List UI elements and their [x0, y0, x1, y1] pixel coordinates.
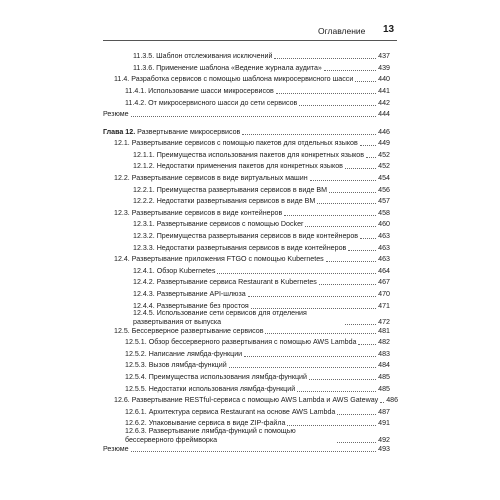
toc-entry-12-3-3[interactable]: 12.3.3. Недостатки развертывания сервисов в виде контейнеров 463: [133, 244, 390, 252]
toc-entry-12-3-1[interactable]: 12.3.1. Развертывание сервисов с помощью Docker 460: [133, 220, 390, 228]
toc-page: 446: [378, 128, 390, 136]
toc-entry-11-4-2[interactable]: 11.4.2. От микросервисного шасси до сети сервисов 442: [125, 99, 390, 107]
toc-page: 441: [378, 87, 390, 95]
chapter-number: Глава 12.: [103, 128, 136, 136]
toc-page: 456: [378, 186, 390, 194]
toc-entry-11-4-1[interactable]: 11.4.1. Использование шасси микросервисов 441: [125, 87, 390, 95]
toc-page: 467: [378, 278, 390, 286]
toc-entry-12-6-1[interactable]: 12.6.1. Архитектура сервиса Restaurant на основе AWS Lambda 487: [125, 408, 390, 416]
toc-entry-12-4-5[interactable]: 12.4.5. Использование сети сервисов для отделения развертывания от выпуска 472: [133, 309, 390, 326]
toc-page: 440: [378, 75, 390, 83]
toc-page: 485: [378, 385, 390, 393]
toc-page: 482: [378, 338, 390, 346]
toc-entry-12-5-5[interactable]: 12.5.5. Недостатки использования лямбда-функций 485: [125, 385, 390, 393]
toc-entry-11-3-5[interactable]: 11.3.5. Шаблон отслеживания исключений 437: [133, 52, 390, 60]
toc-page: 452: [378, 151, 390, 159]
toc-page: 437: [378, 52, 390, 60]
toc-entry-12-4-2[interactable]: 12.4.2. Развертывание сервиса Restaurant в Kubernetes 467: [133, 278, 390, 286]
toc-page: 483: [378, 350, 390, 358]
chapter-title: Развертывание микросервисов: [137, 128, 241, 136]
toc-entry-11-3-6[interactable]: 11.3.6. Применение шаблона «Ведение журнала аудита» 439: [133, 64, 390, 72]
toc-page: 492: [378, 436, 390, 444]
toc-entry-chapter-12[interactable]: [103, 126, 390, 137]
toc-entry-12-4[interactable]: 12.4. Развертывание приложения FTGO с помощью Kubernetes 463: [114, 255, 390, 263]
running-title: Оглавление: [318, 26, 366, 36]
toc-entry-summary-11[interactable]: Резюме 444: [103, 110, 390, 118]
toc-entry-12-3-2[interactable]: 12.3.2. Преимущества развертывания сервисов в виде контейнеров 463: [133, 232, 390, 240]
toc-entry-12-2[interactable]: 12.2. Развертывание сервисов в виде виртуальных машин 454: [114, 174, 390, 182]
toc-entry-12-5-1[interactable]: 12.5.1. Обзор бессерверного развертывания с помощью AWS Lambda 482: [125, 338, 390, 346]
toc-page: 491: [378, 419, 390, 427]
toc-entry-12-4-1[interactable]: 12.4.1. Обзор Kubernetes 464: [133, 267, 390, 275]
toc-page: 439: [378, 64, 390, 72]
toc-entry-12-2-1[interactable]: 12.2.1. Преимущества развертывания сервисов в виде ВМ 456: [133, 186, 390, 194]
toc-entry-12-1[interactable]: 12.1. Развертывание сервисов с помощью пакетов для отдельных языков 449: [114, 139, 390, 147]
toc-page: 444: [378, 110, 390, 118]
toc-page: 485: [378, 373, 390, 381]
toc-page: 463: [378, 255, 390, 263]
toc-page: 471: [378, 302, 390, 310]
toc-page: 460: [378, 220, 390, 228]
toc-page: 463: [378, 232, 390, 240]
toc-page: 486: [386, 396, 399, 404]
toc-page: 484: [378, 361, 390, 369]
toc-entry-12-6-3[interactable]: 12.6.3. Развертывание лямбда-функций с помощью бессерверного фреймворка 492: [125, 427, 390, 444]
toc-entry-12-4-3[interactable]: 12.4.3. Развертывание API-шлюза 470: [133, 290, 390, 298]
toc-page: 481: [378, 327, 390, 335]
toc-entry-12-4-4[interactable]: 12.4.4. Развертывание без простоя 471: [133, 302, 390, 310]
toc-entry-summary-12[interactable]: Резюме 493: [103, 445, 390, 453]
toc-entry-12-5-4[interactable]: 12.5.4. Преимущества использования лямбда-функций 485: [125, 373, 390, 381]
toc-page: 493: [378, 445, 390, 453]
toc-entry-12-1-2[interactable]: 12.1.2. Недостатки применения пакетов для конкретных языков 452: [133, 162, 390, 170]
toc-page: 472: [378, 318, 390, 326]
toc-page: 458: [378, 209, 390, 217]
toc-entry-12-5-2[interactable]: 12.5.2. Написание лямбда-функции 483: [125, 350, 390, 358]
toc-entry-12-2-2[interactable]: 12.2.2. Недостатки развертывания сервисов в виде ВМ 457: [133, 197, 390, 205]
toc-entry-12-3[interactable]: 12.3. Развертывание сервисов в виде контейнеров 458: [114, 209, 390, 217]
toc-entry-12-6-2[interactable]: 12.6.2. Упаковывание сервиса в виде ZIP-файла 491: [125, 419, 390, 427]
toc-page: 449: [378, 139, 390, 147]
toc-page: 470: [378, 290, 390, 298]
toc-page: 452: [378, 162, 390, 170]
toc-page: 463: [378, 244, 390, 252]
toc-entry-12-6[interactable]: 12.6. Развертывание RESTful-сервиса с помощью AWS Lambda и AWS Gateway 486: [114, 396, 399, 404]
toc-entry-12-1-1[interactable]: 12.1.1. Преимущества использования пакетов для конкретных языков 452: [133, 151, 390, 159]
toc-page: 442: [378, 99, 390, 107]
toc-page: 454: [378, 174, 390, 182]
toc-page: 457: [378, 197, 390, 205]
page-number: 13: [383, 24, 395, 35]
toc-entry-12-5-3[interactable]: 12.5.3. Вызов лямбда-функций 484: [125, 361, 390, 369]
toc-page: 464: [378, 267, 390, 275]
toc-entry-11-4[interactable]: 11.4. Разработка сервисов с помощью шаблона микросервисного шасси 440: [114, 75, 390, 83]
toc-entry-12-5[interactable]: 12.5. Бессерверное развертывание сервисов 481: [114, 327, 390, 335]
toc-page: 487: [378, 408, 390, 416]
